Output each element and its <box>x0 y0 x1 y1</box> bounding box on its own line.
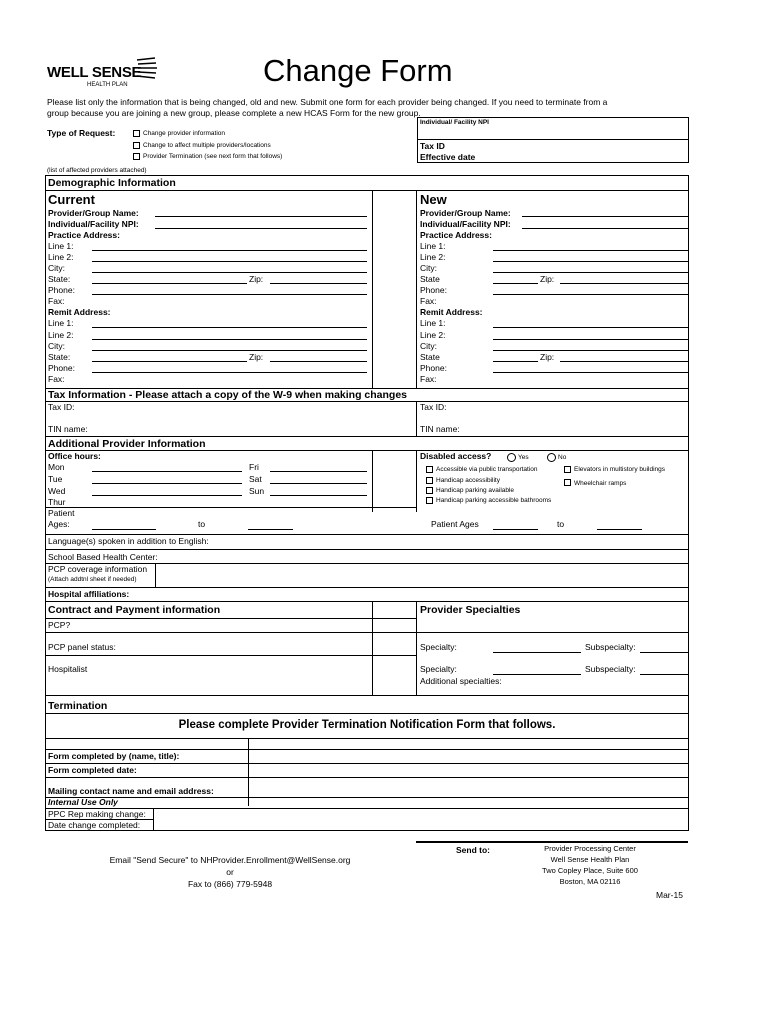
address-line-2: Well Sense Health Plan <box>550 855 630 864</box>
cur-remit-line2-label: Line 2: <box>48 330 74 340</box>
new-npi-label: Individual/Facility NPI: <box>420 219 511 229</box>
new-city-input[interactable] <box>493 272 688 273</box>
tax-header: Tax Information - Please attach a copy of the W-9 when making changes <box>48 389 408 401</box>
access-handicap-label: Handicap accessibility <box>436 477 500 484</box>
cur-line2-input[interactable] <box>92 261 367 262</box>
new-line2-label: Line 2: <box>420 252 446 262</box>
current-header: Current <box>48 192 95 207</box>
cur-remit-line1-label: Line 1: <box>48 318 74 328</box>
access-bathrooms-label: Handicap parking accessible bathrooms <box>436 497 552 504</box>
new-remit-state-input[interactable] <box>493 361 538 362</box>
footer-email: Email "Send Secure" to NHProvider.Enrollment@WellSense.org <box>109 855 351 865</box>
logo <box>47 56 157 92</box>
new-age-from-input[interactable] <box>493 529 538 530</box>
wed-hours-input[interactable] <box>92 495 242 496</box>
request-checkbox-1[interactable] <box>133 130 140 137</box>
cur-remit-fax-label: Fax: <box>48 374 65 384</box>
demographic-header: Demographic Information <box>48 177 176 189</box>
new-age-to-input[interactable] <box>597 529 642 530</box>
cur-remit-phone-label: Phone: <box>48 363 75 373</box>
send-to-label: Send to: <box>456 845 490 855</box>
languages-label: Language(s) spoken in addition to English: <box>48 536 209 546</box>
day-sun: Sun <box>249 486 265 496</box>
specialty-1-input[interactable] <box>493 652 581 653</box>
cur-state-label: State: <box>48 274 71 284</box>
cur-tin-name-label: TIN name: <box>48 424 88 434</box>
new-header: New <box>420 192 447 207</box>
new-remit-state-label: State <box>420 352 440 362</box>
specialty-2-input[interactable] <box>493 674 581 675</box>
access-parking-checkbox[interactable] <box>426 487 433 494</box>
sun-hours-input[interactable] <box>270 495 367 496</box>
subspecialty-2-input[interactable] <box>640 674 688 675</box>
subspecialty-2-label: Subspecialty: <box>585 664 636 674</box>
access-bathrooms-checkbox[interactable] <box>426 497 433 504</box>
completed-date-label: Form completed date: <box>48 765 137 775</box>
cur-zip-input[interactable] <box>270 283 367 284</box>
pcp-panel-label: PCP panel status: <box>48 642 116 652</box>
new-remit-line1-label: Line 1: <box>420 318 446 328</box>
cur-npi-label: Individual/Facility NPI: <box>48 219 139 229</box>
address-line-3: Two Copley Place, Suite 600 <box>542 866 638 875</box>
cur-state-input[interactable] <box>92 283 247 284</box>
new-remit-fax-label: Fax: <box>420 374 437 384</box>
request-option-2: Change to affect multiple providers/locations <box>143 142 271 149</box>
cur-provider-name-label: Provider/Group Name: <box>48 208 139 218</box>
access-elevators-checkbox[interactable] <box>564 466 571 473</box>
office-hours-label: Office hours: <box>48 451 101 461</box>
new-phone-label: Phone: <box>420 285 447 295</box>
cur-npi-input[interactable] <box>155 228 367 229</box>
new-practice-address-label: Practice Address: <box>420 230 492 240</box>
intro-line-2: group because you are joining a new group, please complete a new HCAS Form for the new group. <box>47 108 421 118</box>
new-remit-phone-input[interactable] <box>493 372 688 373</box>
cur-city-label: City: <box>48 263 65 273</box>
mon-hours-input[interactable] <box>92 471 242 472</box>
new-remit-zip-label: Zip: <box>540 352 555 362</box>
new-provider-name-label: Provider/Group Name: <box>420 208 511 218</box>
completed-by-label: Form completed by (name, title): <box>48 751 180 761</box>
cur-line1-input[interactable] <box>92 250 367 251</box>
intro-line-1: Please list only the information that is being changed, old and new. Submit one form for each provider being changed. If you need to terminate from a <box>47 97 608 107</box>
cur-phone-label: Phone: <box>48 285 75 295</box>
effective-date-label: Effective date <box>420 152 476 162</box>
day-mon: Mon <box>48 462 65 472</box>
cur-line1-label: Line 1: <box>48 241 74 251</box>
subspecialty-1-label: Subspecialty: <box>585 642 636 652</box>
internal-use-label: Internal Use Only <box>48 797 118 807</box>
tax-id-label: Tax ID <box>420 141 445 151</box>
cur-line2-label: Line 2: <box>48 252 74 262</box>
new-phone-input[interactable] <box>493 294 688 295</box>
access-ramps-checkbox[interactable] <box>564 479 571 486</box>
disabled-yes-radio[interactable] <box>507 453 516 462</box>
fri-hours-input[interactable] <box>270 471 367 472</box>
cur-age-to-label: to <box>198 519 206 529</box>
cur-remit-state-label: State: <box>48 352 71 362</box>
school-label: School Based Health Center: <box>48 552 158 562</box>
ages-label: Ages: <box>48 519 70 529</box>
request-option-1: Change provider information <box>143 130 226 137</box>
cur-practice-address-label: Practice Address: <box>48 230 120 240</box>
attach-note: (Attach addtnl sheet if needed) <box>48 576 137 583</box>
new-fax-label: Fax: <box>420 296 437 306</box>
cur-remit-line2-input[interactable] <box>92 339 367 340</box>
cur-remit-address-label: Remit Address: <box>48 307 111 317</box>
hospitalist-label: Hospitalist <box>48 664 88 674</box>
new-line1-label: Line 1: <box>420 241 446 251</box>
cur-remit-city-input[interactable] <box>92 350 367 351</box>
cur-provider-name-input[interactable] <box>155 216 367 217</box>
new-remit-line2-label: Line 2: <box>420 330 446 340</box>
access-handicap-checkbox[interactable] <box>426 477 433 484</box>
new-zip-input[interactable] <box>560 283 688 284</box>
sat-hours-input[interactable] <box>270 483 367 484</box>
specialty-2-label: Specialty: <box>420 664 457 674</box>
cur-remit-city-label: City: <box>48 341 65 351</box>
termination-notice: Please complete Provider Termination Notification Form that follows. <box>178 719 556 731</box>
additional-header: Additional Provider Information <box>48 438 206 450</box>
access-public-transport-label: Accessible via public transportation <box>436 466 538 473</box>
logo-sunburst-icon <box>135 56 157 82</box>
attached-note: (list of affected providers attached) <box>47 167 147 174</box>
specialties-header: Provider Specialties <box>420 604 521 616</box>
contract-header: Contract and Payment information <box>48 604 221 616</box>
request-checkbox-3[interactable] <box>133 153 140 160</box>
cur-phone-input[interactable] <box>92 294 367 295</box>
disabled-no-radio[interactable] <box>547 453 556 462</box>
new-remit-city-input[interactable] <box>493 350 688 351</box>
new-line1-input[interactable] <box>493 250 688 251</box>
address-line-4: Boston, MA 02116 <box>559 877 621 886</box>
new-remit-line2-input[interactable] <box>493 339 688 340</box>
access-public-transport-checkbox[interactable] <box>426 466 433 473</box>
cur-remit-line1-input[interactable] <box>92 327 367 328</box>
request-option-3: Provider Termination (see next form that follows) <box>143 153 283 160</box>
disabled-no-label: No <box>558 454 567 461</box>
new-remit-city-label: City: <box>420 341 437 351</box>
new-remit-address-label: Remit Address: <box>420 307 483 317</box>
tue-hours-input[interactable] <box>92 483 242 484</box>
new-remit-phone-label: Phone: <box>420 363 447 373</box>
cur-remit-phone-input[interactable] <box>92 372 367 373</box>
day-thur: Thur <box>48 497 66 507</box>
additional-specialties-label: Additional specialties: <box>420 676 502 686</box>
day-wed: Wed <box>48 486 66 496</box>
new-remit-line1-input[interactable] <box>493 327 688 328</box>
page-title: Change Form <box>263 53 453 88</box>
hospital-label: Hospital affiliations: <box>48 589 130 599</box>
cur-remit-state-input[interactable] <box>92 361 247 362</box>
version-label: Mar-15 <box>656 890 683 900</box>
access-ramps-label: Wheelchair ramps <box>574 480 627 487</box>
cur-age-to-input[interactable] <box>248 529 293 530</box>
mailing-contact-label: Mailing contact name and email address: <box>48 786 214 796</box>
new-state-input[interactable] <box>493 283 538 284</box>
disabled-access-label: Disabled access? <box>420 451 492 461</box>
new-provider-name-input[interactable] <box>522 216 688 217</box>
form-frame <box>45 175 689 831</box>
termination-header: Termination <box>48 700 108 712</box>
new-state-label: State <box>420 274 440 284</box>
disabled-yes-label: Yes <box>518 454 529 461</box>
new-city-label: City: <box>420 263 437 273</box>
subspecialty-1-input[interactable] <box>640 652 688 653</box>
new-age-to-label: to <box>557 519 565 529</box>
specialty-1-label: Specialty: <box>420 642 457 652</box>
new-tin-name-label: TIN name: <box>420 424 460 434</box>
date-change-label: Date change completed: <box>48 820 141 830</box>
day-sat: Sat <box>249 474 262 484</box>
request-checkbox-2[interactable] <box>133 142 140 149</box>
patient-label: Patient <box>48 508 75 518</box>
pcp-label: PCP? <box>48 620 71 630</box>
cur-zip-label: Zip: <box>249 274 264 284</box>
day-fri: Fri <box>249 462 259 472</box>
day-tue: Tue <box>48 474 63 484</box>
access-parking-label: Handicap parking available <box>436 487 515 494</box>
npi-label: Individual/ Facility NPI <box>420 119 489 126</box>
logo-brand: WELL SENSE <box>47 64 142 81</box>
new-line2-input[interactable] <box>493 261 688 262</box>
logo-sub: HEALTH PLAN <box>87 82 128 88</box>
cur-age-from-input[interactable] <box>92 529 156 530</box>
request-label: Type of Request: <box>47 128 116 138</box>
new-npi-input[interactable] <box>522 228 688 229</box>
new-remit-zip-input[interactable] <box>560 361 688 362</box>
footer-fax: Fax to (866) 779-5948 <box>187 879 273 889</box>
patient-ages-label: Patient Ages <box>431 519 479 529</box>
cur-remit-zip-input[interactable] <box>270 361 367 362</box>
cur-city-input[interactable] <box>92 272 367 273</box>
access-elevators-label: Elevators in multistory buildings <box>574 466 666 473</box>
cur-tax-id-label: Tax ID: <box>48 402 75 412</box>
cur-fax-label: Fax: <box>48 296 65 306</box>
address-line-1: Provider Processing Center <box>544 844 636 853</box>
footer-or: or <box>226 867 234 877</box>
cur-remit-zip-label: Zip: <box>249 352 264 362</box>
pcp-coverage-label: PCP coverage information <box>48 564 148 574</box>
ppc-rep-label: PPC Rep making change: <box>48 809 146 819</box>
new-tax-id-label: Tax ID: <box>420 402 447 412</box>
new-zip-label: Zip: <box>540 274 555 284</box>
